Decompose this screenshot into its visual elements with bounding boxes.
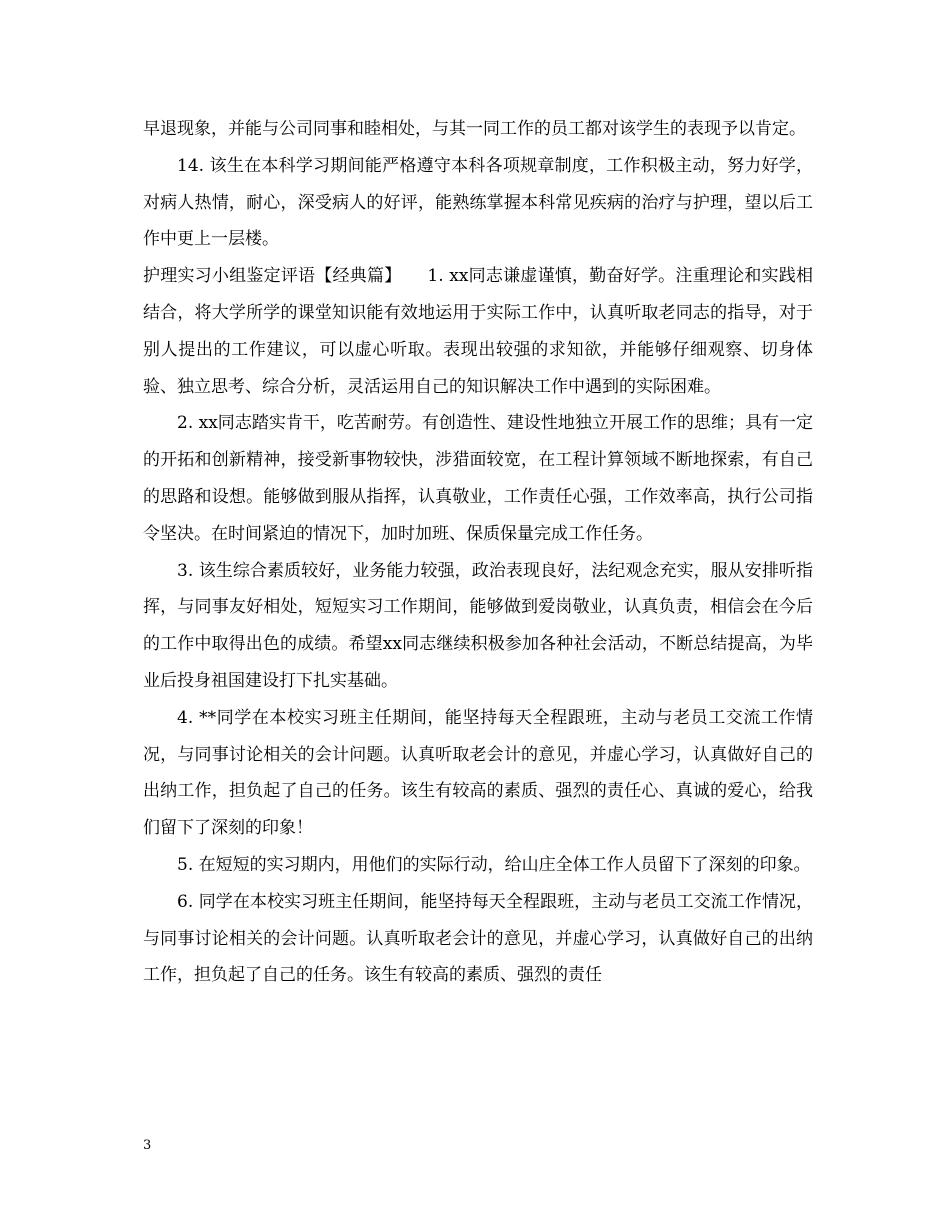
paragraph-6: 4. **同学在本校实习班主任期间，能坚持每天全程跟班，主动与老员工交流工作情况，与同事讨论相关的会计问题。认真听取老会计的意见，并虚心学习，认真做好自己的出纳工作，担负起了自己的任务。该生有较高的素质、强烈的责任心、真诚的爱心，给我们留下了深刻的印象！	[143, 707, 813, 839]
page-number: 3	[143, 1138, 152, 1153]
paragraph-2: 14. 该生在本科学习期间能严格遵守本科各项规章制度，工作积极主动，努力好学，对病人热情，耐心，深受病人的好评，能熟练掌握本科常见疾病的治疗与护理，望以后工作中更上一层楼。	[143, 155, 813, 250]
paragraph-7: 5. 在短短的实习期内，用他们的实际行动，给山庄全体工作人员留下了深刻的印象。	[177, 854, 811, 875]
paragraph-4: 2. xx同志踏实肯干，吃苦耐劳。有创造性、建设性地独立开展工作的思维；具有一定的开拓和创新精神，接受新事物较快，涉猎面较宽，在工程计算领域不断地探索，有自己的思路和设想。能够做到服从指挥，认真敬业，工作责任心强，工作效率高，执行公司指令坚决。在时间紧迫的情况下，加时加班、保质保量完成工作任务。	[143, 413, 813, 544]
paragraph-1: 早退现象，并能与公司同事和睦相处，与其一同工作的员工都对该学生的表现予以肯定。	[143, 119, 806, 139]
document-body	[143, 111, 813, 994]
paragraph-5: 3. 该生综合素质较好，业务能力较强，政治表现良好，法纪观念充实，服从安排听指挥，与同事友好相处，短短实习工作期间，能够做到爱岗敬业，认真负责，相信会在今后的工作中取得出色的成绩。希望xx同志继续积极参加各种社会活动，不断总结提高，为毕业后投身祖国建设打下扎实基础。	[143, 560, 813, 691]
paragraph-8: 6. 同学在本校实习班主任期间，能坚持每天全程跟班，主动与老员工交流工作情况，与同事讨论相关的会计问题。认真听取老会计的意见，并虚心学习，认真做好自己的出纳工作，担负起了自己的任务。该生有较高的素质、强烈的责任	[143, 891, 813, 986]
paragraph-3: 护理实习小组鉴定评语【经典篇】 1. xx同志谦虚谨慎，勤奋好学。注重理论和实践相结合，将大学所学的课堂知识能有效地运用于实际工作中，认真听取老同志的指导，对于别人提出的工作建议，可以虚心听取。表现出较强的求知欲，并能够仔细观察、切身体验、独立思考、综合分析，灵活运用自己的知识解决工作中遇到的实际困难。	[143, 266, 813, 397]
